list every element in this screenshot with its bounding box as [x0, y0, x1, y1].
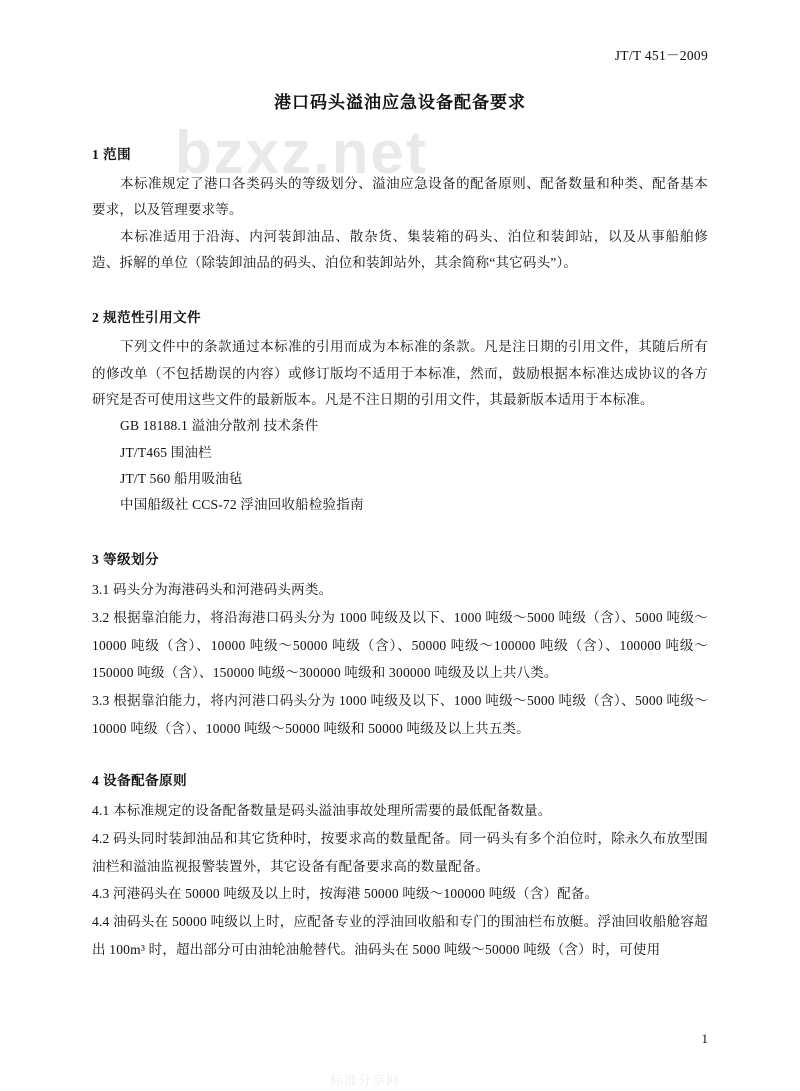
watermark-main: bzxz.net — [175, 119, 428, 186]
numbered-item: 4.2 码头同时装卸油品和其它货种时，按要求高的数量配备。同一码头有多个泊位时，除永久布放型围油栏和溢油监视报警装置外，其它设备有配备要求高的数量配备。 — [92, 831, 708, 874]
standard-number: JT/T 451－2009 — [614, 48, 708, 63]
numbered-item: 4.3 河港码头在 50000 吨级及以上时，按海港 50000 吨级～100000 吨级（含）配备。 — [92, 886, 599, 902]
numbered-item: 3.1 码头分为海港码头和河港码头两类。 — [92, 582, 333, 598]
section-heading-classification: 3 等级划分 — [92, 552, 160, 568]
numbered-item: 3.3 根据靠泊能力，将内河港口码头分为 1000 吨级及以下、1000 吨级～5000 吨级（含）、5000 吨级～10000 吨级（含）、10000 吨级～50000 吨级和 50000 吨级及以上共五类。 — [92, 693, 708, 736]
numbered-item: 4.4 油码头在 50000 吨级以上时，应配备专业的浮油回收船和专门的围油栏布放艇。浮油回收船舱容超出 100m³ 时，超出部分可由油轮油舱替代。油码头在 5000 吨级～50000 吨级（含）时，可使用 — [92, 914, 708, 957]
reference-item: GB 18188.1 溢油分散剂 技术条件 — [120, 418, 319, 434]
reference-item: 中国船级社 CCS-72 浮油回收船检验指南 — [120, 497, 364, 513]
paragraph: 下列文件中的条款通过本标准的引用而成为本标准的条款。凡是注日期的引用文件，其随后所有的修改单（不包括勘误的内容）或修订版均不适用于本标准，然而，鼓励根据本标准达成协议的各方研究是否可使用这些文件的最新版本。凡是不注日期的引用文件，其最新版本适用于本标准。 — [92, 339, 708, 407]
numbered-item: 4.1 本标准规定的设备配备数量是码头溢油事故处理所需要的最低配备数量。 — [92, 803, 552, 819]
section-heading-scope: 1 范围 — [92, 147, 132, 162]
paragraph: 本标准规定了港口各类码头的等级划分、溢油应急设备的配备原则、配备数量和种类、配备基本要求，以及管理要求等。 — [92, 176, 708, 218]
paragraph: 本标准适用于沿海、内河装卸油品、散杂货、集装箱的码头、泊位和装卸站，以及从事船舶修造、拆解的单位（除装卸油品的码头、泊位和装卸站外，其余简称“其它码头”）。 — [92, 228, 708, 270]
reference-item: JT/T465 围油栏 — [120, 444, 212, 460]
reference-item: JT/T 560 船用吸油毡 — [120, 470, 243, 486]
numbered-item: 3.2 根据靠泊能力，将沿海港口码头分为 1000 吨级及以下、1000 吨级～5000 吨级（含）、5000 吨级～10000 吨级（含）、10000 吨级～50000 吨级（含）、50000 吨级～100000 吨级（含）、100000 吨级～150000 吨级（含）、150000 吨级～300000 吨级和 300000 吨级及以上共八类。 — [92, 610, 708, 681]
section-heading-equipment-principles: 4 设备配备原则 — [92, 773, 188, 789]
page-title: 港口码头溢油应急设备配备要求 — [274, 93, 526, 112]
section-heading-normative-references: 2 规范性引用文件 — [92, 310, 202, 326]
watermark-bottom: 标准分享网 — [330, 1073, 401, 1088]
page-number: 1 — [701, 1031, 708, 1046]
